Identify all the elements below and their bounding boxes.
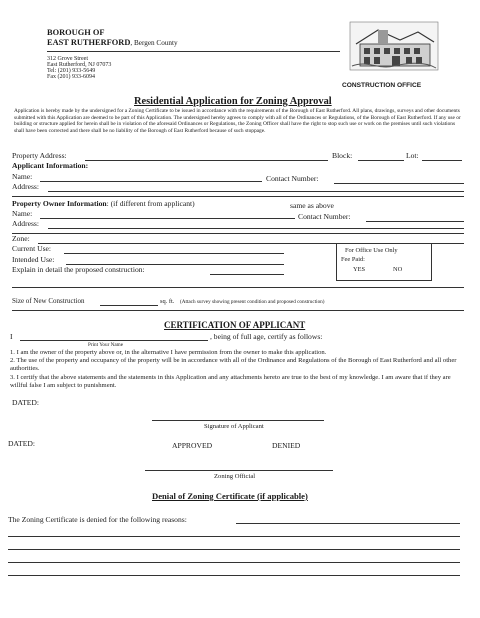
denial-heading: Denial of Zoning Certificate (if applicable) bbox=[152, 491, 308, 501]
office-use-title: For Office Use Only bbox=[345, 247, 398, 254]
address-line: 312 Grove Street bbox=[47, 56, 88, 62]
owner-heading-row bbox=[12, 199, 195, 208]
applicant-contact-label: Contact Number: bbox=[266, 174, 319, 183]
lot-field[interactable] bbox=[422, 160, 462, 161]
lot-label: Lot: bbox=[406, 151, 419, 160]
construction-size-field[interactable] bbox=[100, 305, 158, 306]
applicant-rule bbox=[12, 196, 464, 197]
applicant-address-label: Address: bbox=[12, 182, 39, 191]
owner-contact-label: Contact Number: bbox=[298, 212, 351, 221]
construction-size-unit: sq. ft. bbox=[160, 298, 175, 305]
header-address bbox=[47, 56, 111, 80]
cert-item-1: 1. I am the owner of the property above or, in the alternative I have permission from the owner to make this application. bbox=[10, 349, 327, 356]
same-as-above-option[interactable]: same as above bbox=[290, 201, 334, 210]
owner-address-field[interactable] bbox=[48, 228, 464, 229]
denial-reason-line[interactable] bbox=[8, 562, 460, 563]
block-label: Block: bbox=[332, 151, 353, 160]
print-name-field[interactable] bbox=[20, 340, 208, 341]
property-address-field[interactable] bbox=[85, 160, 328, 161]
owner-heading: Property Owner Information bbox=[12, 199, 107, 208]
approved-option[interactable]: APPROVED bbox=[172, 441, 213, 450]
certification-heading: CERTIFICATION OF APPLICANT bbox=[164, 320, 306, 330]
construction-size-label: Size of New Construction bbox=[12, 297, 85, 305]
denial-reason-line[interactable] bbox=[8, 536, 460, 537]
dated-label: DATED: bbox=[12, 398, 39, 407]
phone-line: Tel: (201) 933-5649 bbox=[47, 68, 96, 74]
explain-construction-label: Explain in detail the proposed construction: bbox=[12, 265, 145, 274]
denial-reason-line[interactable] bbox=[8, 575, 460, 576]
zone-label: Zone: bbox=[12, 234, 30, 243]
survey-note: (Attach survey showing present condition and proposed construction) bbox=[180, 299, 325, 305]
signature-caption: Signature of Applicant bbox=[204, 423, 264, 430]
fee-yes-option[interactable]: YES bbox=[353, 266, 366, 273]
org-town: EAST RUTHERFORD bbox=[47, 38, 131, 47]
current-use-label: Current Use: bbox=[12, 244, 52, 253]
denied-option[interactable]: DENIED bbox=[272, 441, 301, 450]
applicant-heading: Applicant Information: bbox=[12, 161, 89, 170]
block-field[interactable] bbox=[358, 160, 404, 161]
cert-i-label: I bbox=[10, 332, 13, 341]
org-name-line1: BOROUGH OF bbox=[47, 28, 105, 37]
applicant-address-field[interactable] bbox=[48, 191, 464, 192]
owner-name-field[interactable] bbox=[40, 218, 295, 219]
applicant-contact-field[interactable] bbox=[334, 183, 464, 184]
print-name-caption: Print Your Name bbox=[88, 342, 124, 348]
form-title: Residential Application for Zoning Approval bbox=[134, 96, 332, 107]
cert-item-3: 3. I certify that the above statements and the statements in this Application and any attachments hereto are true to the best of my knowledge. I am aware that if they are willful false I am subject to punishment. bbox=[10, 374, 451, 389]
cert-age-text: , being of full age, certify as follows: bbox=[210, 332, 323, 341]
size-rule bbox=[12, 310, 464, 311]
fee-no-option[interactable]: NO bbox=[393, 266, 403, 273]
office-label: CONSTRUCTION OFFICE bbox=[342, 82, 422, 89]
official-caption: Zoning Official bbox=[214, 473, 256, 480]
denial-reasons-label: The Zoning Certificate is denied for the following reasons: bbox=[8, 515, 187, 524]
borough-hall-logo bbox=[348, 20, 440, 78]
intro-paragraph: Application is hereby made by the undersigned for a Zoning Certificate to be issued in accordance with the requirements of the Borough of East Rutherford. All plans, drawings, surveys and other documents submitted with this Application are deemed to be part of this Application. The undersigned hereby agrees to comply with all of the Ordinances or Regulations, of the Borough of East Rutherford. If any use or building or structure applied for herein shall be in violation of the aforesaid Ordinances or Regulations, the Zoning Officer shall have the right to stop such use or work on the premises until such violations shall have been corrected and there shall be no liability of the Borough of East Rutherford because of such stoppage. bbox=[14, 108, 461, 134]
org-county: , Bergen County bbox=[130, 39, 178, 47]
owner-heading-note: : (if different from applicant) bbox=[106, 199, 195, 208]
owner-address-label: Address: bbox=[12, 219, 39, 228]
fee-paid-label: Fee Paid: bbox=[341, 256, 365, 263]
applicant-signature-field[interactable] bbox=[152, 420, 324, 421]
office-use-box bbox=[336, 243, 432, 281]
applicant-name-label: Name: bbox=[12, 172, 33, 181]
owner-contact-field[interactable] bbox=[366, 221, 464, 222]
denial-reason-line[interactable] bbox=[8, 549, 460, 550]
current-use-field[interactable] bbox=[64, 253, 284, 254]
org-name-line2 bbox=[47, 38, 178, 47]
explain-line-2[interactable] bbox=[12, 287, 464, 288]
owner-name-label: Name: bbox=[12, 209, 33, 218]
property-address-label: Property Address: bbox=[12, 151, 67, 160]
fax-line: Fax (201) 933-6094 bbox=[47, 74, 95, 80]
intended-use-label: Intended Use: bbox=[12, 255, 55, 264]
owner-rule bbox=[12, 233, 464, 234]
cert-item-2: 2. The use of the property and occupancy of the property will be in accordance with all of the Ordinance and Regulations of the Borough of East Rutherford and all other authorities. bbox=[10, 357, 457, 372]
header-rule bbox=[47, 51, 340, 52]
dated-2-label: DATED: bbox=[8, 439, 35, 448]
explain-construction-field[interactable] bbox=[210, 274, 284, 275]
applicant-name-field[interactable] bbox=[40, 181, 262, 182]
denial-reason-line[interactable] bbox=[236, 523, 460, 524]
official-signature-field[interactable] bbox=[145, 470, 333, 471]
address-line: East Rutherford, NJ 07073 bbox=[47, 62, 112, 68]
